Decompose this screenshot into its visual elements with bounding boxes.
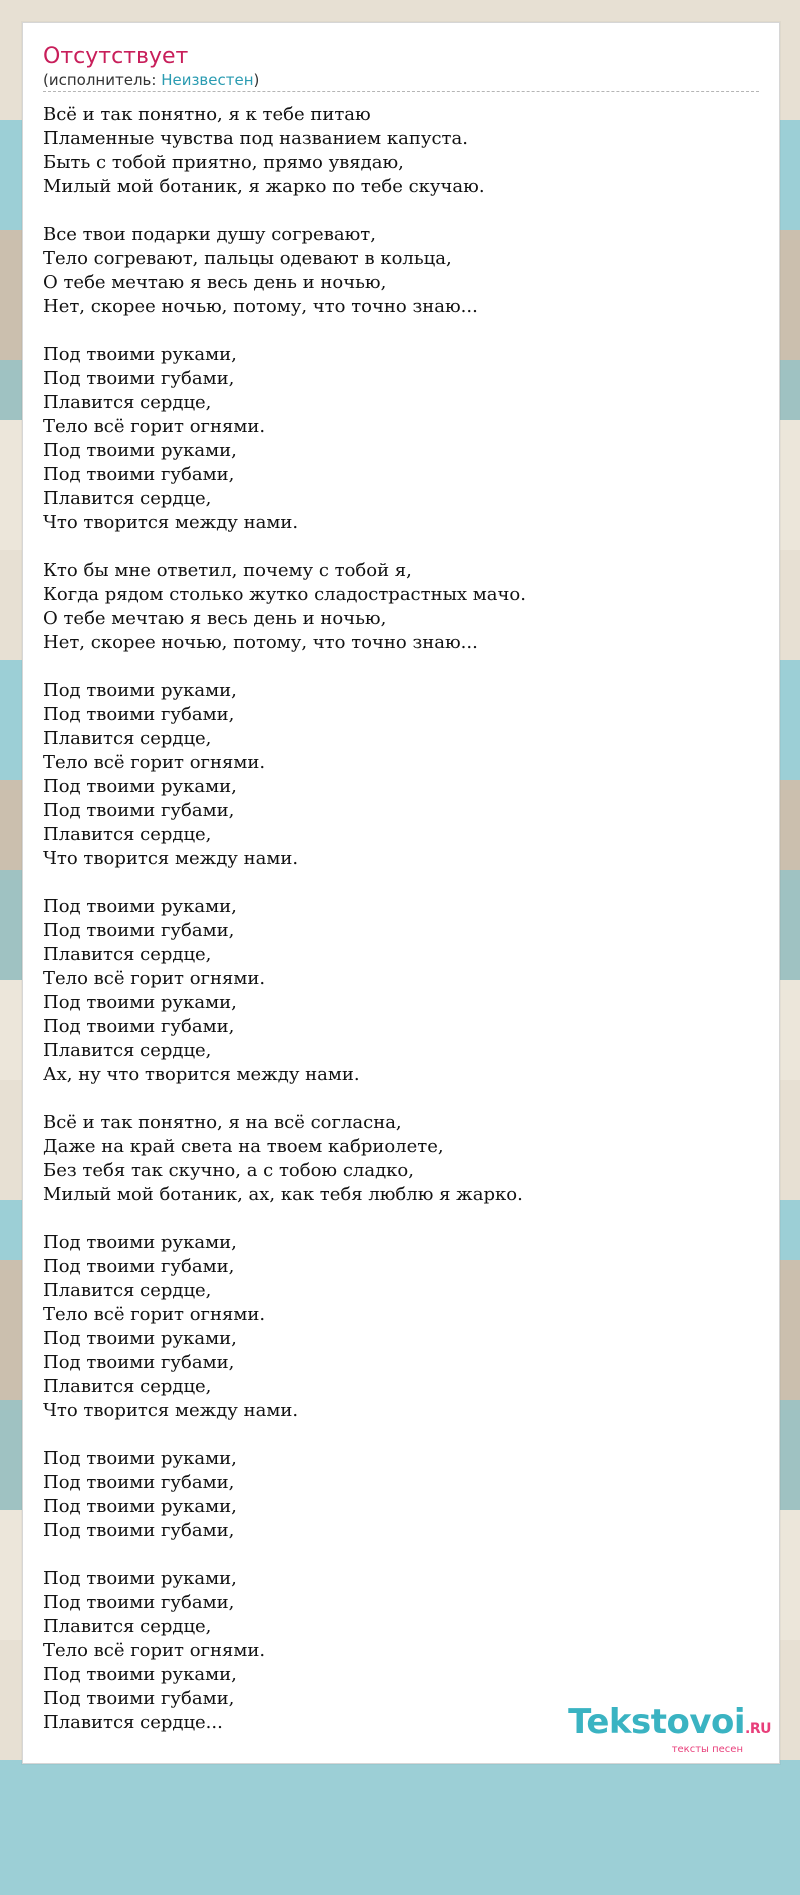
lyrics-line: Под твоими руками, — [43, 1664, 237, 1685]
lyrics-line: Тело согревают, пальцы одевают в кольца, — [43, 248, 452, 269]
lyrics-line: Под твоими руками, — [43, 776, 237, 797]
lyrics-line: Все твои подарки душу согревают, — [43, 224, 376, 245]
lyrics-card — [22, 22, 780, 1764]
lyrics-line: Под твоими губами, — [43, 1592, 235, 1613]
song-title: Отсутствует — [43, 44, 189, 69]
artist-prefix: (исполнитель: — [43, 71, 162, 89]
lyrics-line: Плавится сердце, — [43, 824, 212, 845]
lyrics-line: Под твоими губами, — [43, 1016, 235, 1037]
lyrics-line: Милый мой ботаник, ах, как тебя люблю я жарко. — [43, 1184, 523, 1205]
lyrics-line: Плавится сердце, — [43, 488, 212, 509]
lyrics-line: Плавится сердце, — [43, 392, 212, 413]
lyrics-line: Плавится сердце, — [43, 944, 212, 965]
lyrics-line: Без тебя так скучно, а с тобою сладко, — [43, 1160, 414, 1181]
lyrics-stanza — [43, 103, 759, 199]
lyrics-line: Под твоими губами, — [43, 368, 235, 389]
logo-wordmark — [568, 1702, 771, 1746]
lyrics-line: Под твоими руками, — [43, 1568, 237, 1589]
logo-tld: .RU — [745, 1721, 771, 1737]
lyrics-stanza — [43, 343, 759, 535]
lyrics-line: Пламенные чувства под названием капуста. — [43, 128, 468, 149]
lyrics-line: Под твоими руками, — [43, 1232, 237, 1253]
lyrics-line: Нет, скорее ночью, потому, что точно знаю... — [43, 632, 478, 653]
site-logo[interactable] — [568, 1702, 771, 1755]
lyrics-line: Под твоими руками, — [43, 896, 237, 917]
lyrics-stanza — [43, 895, 759, 1087]
lyrics-line: Тело всё горит огнями. — [43, 1304, 266, 1325]
lyrics-line: Тело всё горит огнями. — [43, 968, 266, 989]
artist-suffix: ) — [253, 71, 260, 89]
lyrics-stanza — [43, 559, 759, 655]
lyrics-line: Под твоими руками, — [43, 680, 237, 701]
lyrics-line: Нет, скорее ночью, потому, что точно знаю... — [43, 296, 478, 317]
lyrics-line: Плавится сердце, — [43, 1040, 212, 1061]
lyrics-line: Всё и так понятно, я к тебе питаю — [43, 104, 371, 125]
lyrics-line: Плавится сердце, — [43, 1616, 212, 1637]
lyrics-line: Под твоими губами, — [43, 1352, 235, 1373]
lyrics-line: Когда рядом столько жутко сладострастных мачо. — [43, 584, 526, 605]
lyrics-line: Под твоими губами, — [43, 1688, 235, 1709]
lyrics-line: Под твоими губами, — [43, 800, 235, 821]
lyrics-line: Кто бы мне ответил, почему с тобой я, — [43, 560, 412, 581]
artist-line — [43, 71, 759, 89]
lyrics-line: Ах, ну что творится между нами. — [43, 1064, 360, 1085]
lyrics-line: Под твоими губами, — [43, 1520, 235, 1541]
lyrics-line: Под твоими руками, — [43, 440, 237, 461]
lyrics-line: Под твоими руками, — [43, 992, 237, 1013]
lyrics-line: Под твоими губами, — [43, 1256, 235, 1277]
lyrics-line: Под твоими руками, — [43, 1496, 237, 1517]
lyrics-stanza — [43, 1447, 759, 1543]
lyrics-line: Милый мой ботаник, я жарко по тебе скучаю. — [43, 176, 485, 197]
lyrics-stanza — [43, 679, 759, 871]
artist-link[interactable]: Неизвестен — [161, 71, 254, 89]
lyrics-stanza — [43, 1231, 759, 1423]
lyrics-line: Плавится сердце, — [43, 728, 212, 749]
lyrics-line: Под твоими руками, — [43, 344, 237, 365]
lyrics-stanza — [43, 1111, 759, 1207]
lyrics-line: Под твоими руками, — [43, 1448, 237, 1469]
lyrics-line: Плавится сердце, — [43, 1280, 212, 1301]
lyrics-line: Тело всё горит огнями. — [43, 1640, 266, 1661]
lyrics-stanza — [43, 223, 759, 319]
lyrics-line: О тебе мечтаю я весь день и ночью, — [43, 272, 387, 293]
lyrics-line: Тело всё горит огнями. — [43, 752, 266, 773]
logo-name: Tekstovoi — [568, 1702, 746, 1742]
lyrics-line: Плавится сердце... — [43, 1712, 223, 1733]
song-header — [43, 43, 759, 92]
lyrics-line: Быть с тобой приятно, прямо увядаю, — [43, 152, 404, 173]
lyrics-line: Под твоими губами, — [43, 920, 235, 941]
background-stripe — [0, 1760, 800, 1895]
lyrics-line: Что творится между нами. — [43, 848, 299, 869]
lyrics-line: Даже на край света на твоем кабриолете, — [43, 1136, 444, 1157]
lyrics-line: Под твоими губами, — [43, 1472, 235, 1493]
lyrics-line: Что творится между нами. — [43, 512, 299, 533]
logo-tagline: тексты песен — [671, 1744, 743, 1755]
lyrics-text — [43, 103, 759, 1759]
lyrics-line: Под твоими губами, — [43, 464, 235, 485]
lyrics-line: Под твоими руками, — [43, 1328, 237, 1349]
lyrics-line: Тело всё горит огнями. — [43, 416, 266, 437]
lyrics-line: Всё и так понятно, я на всё согласна, — [43, 1112, 402, 1133]
lyrics-line: Под твоими губами, — [43, 704, 235, 725]
lyrics-line: Что творится между нами. — [43, 1400, 299, 1421]
lyrics-line: Плавится сердце, — [43, 1376, 212, 1397]
lyrics-line: О тебе мечтаю я весь день и ночью, — [43, 608, 387, 629]
